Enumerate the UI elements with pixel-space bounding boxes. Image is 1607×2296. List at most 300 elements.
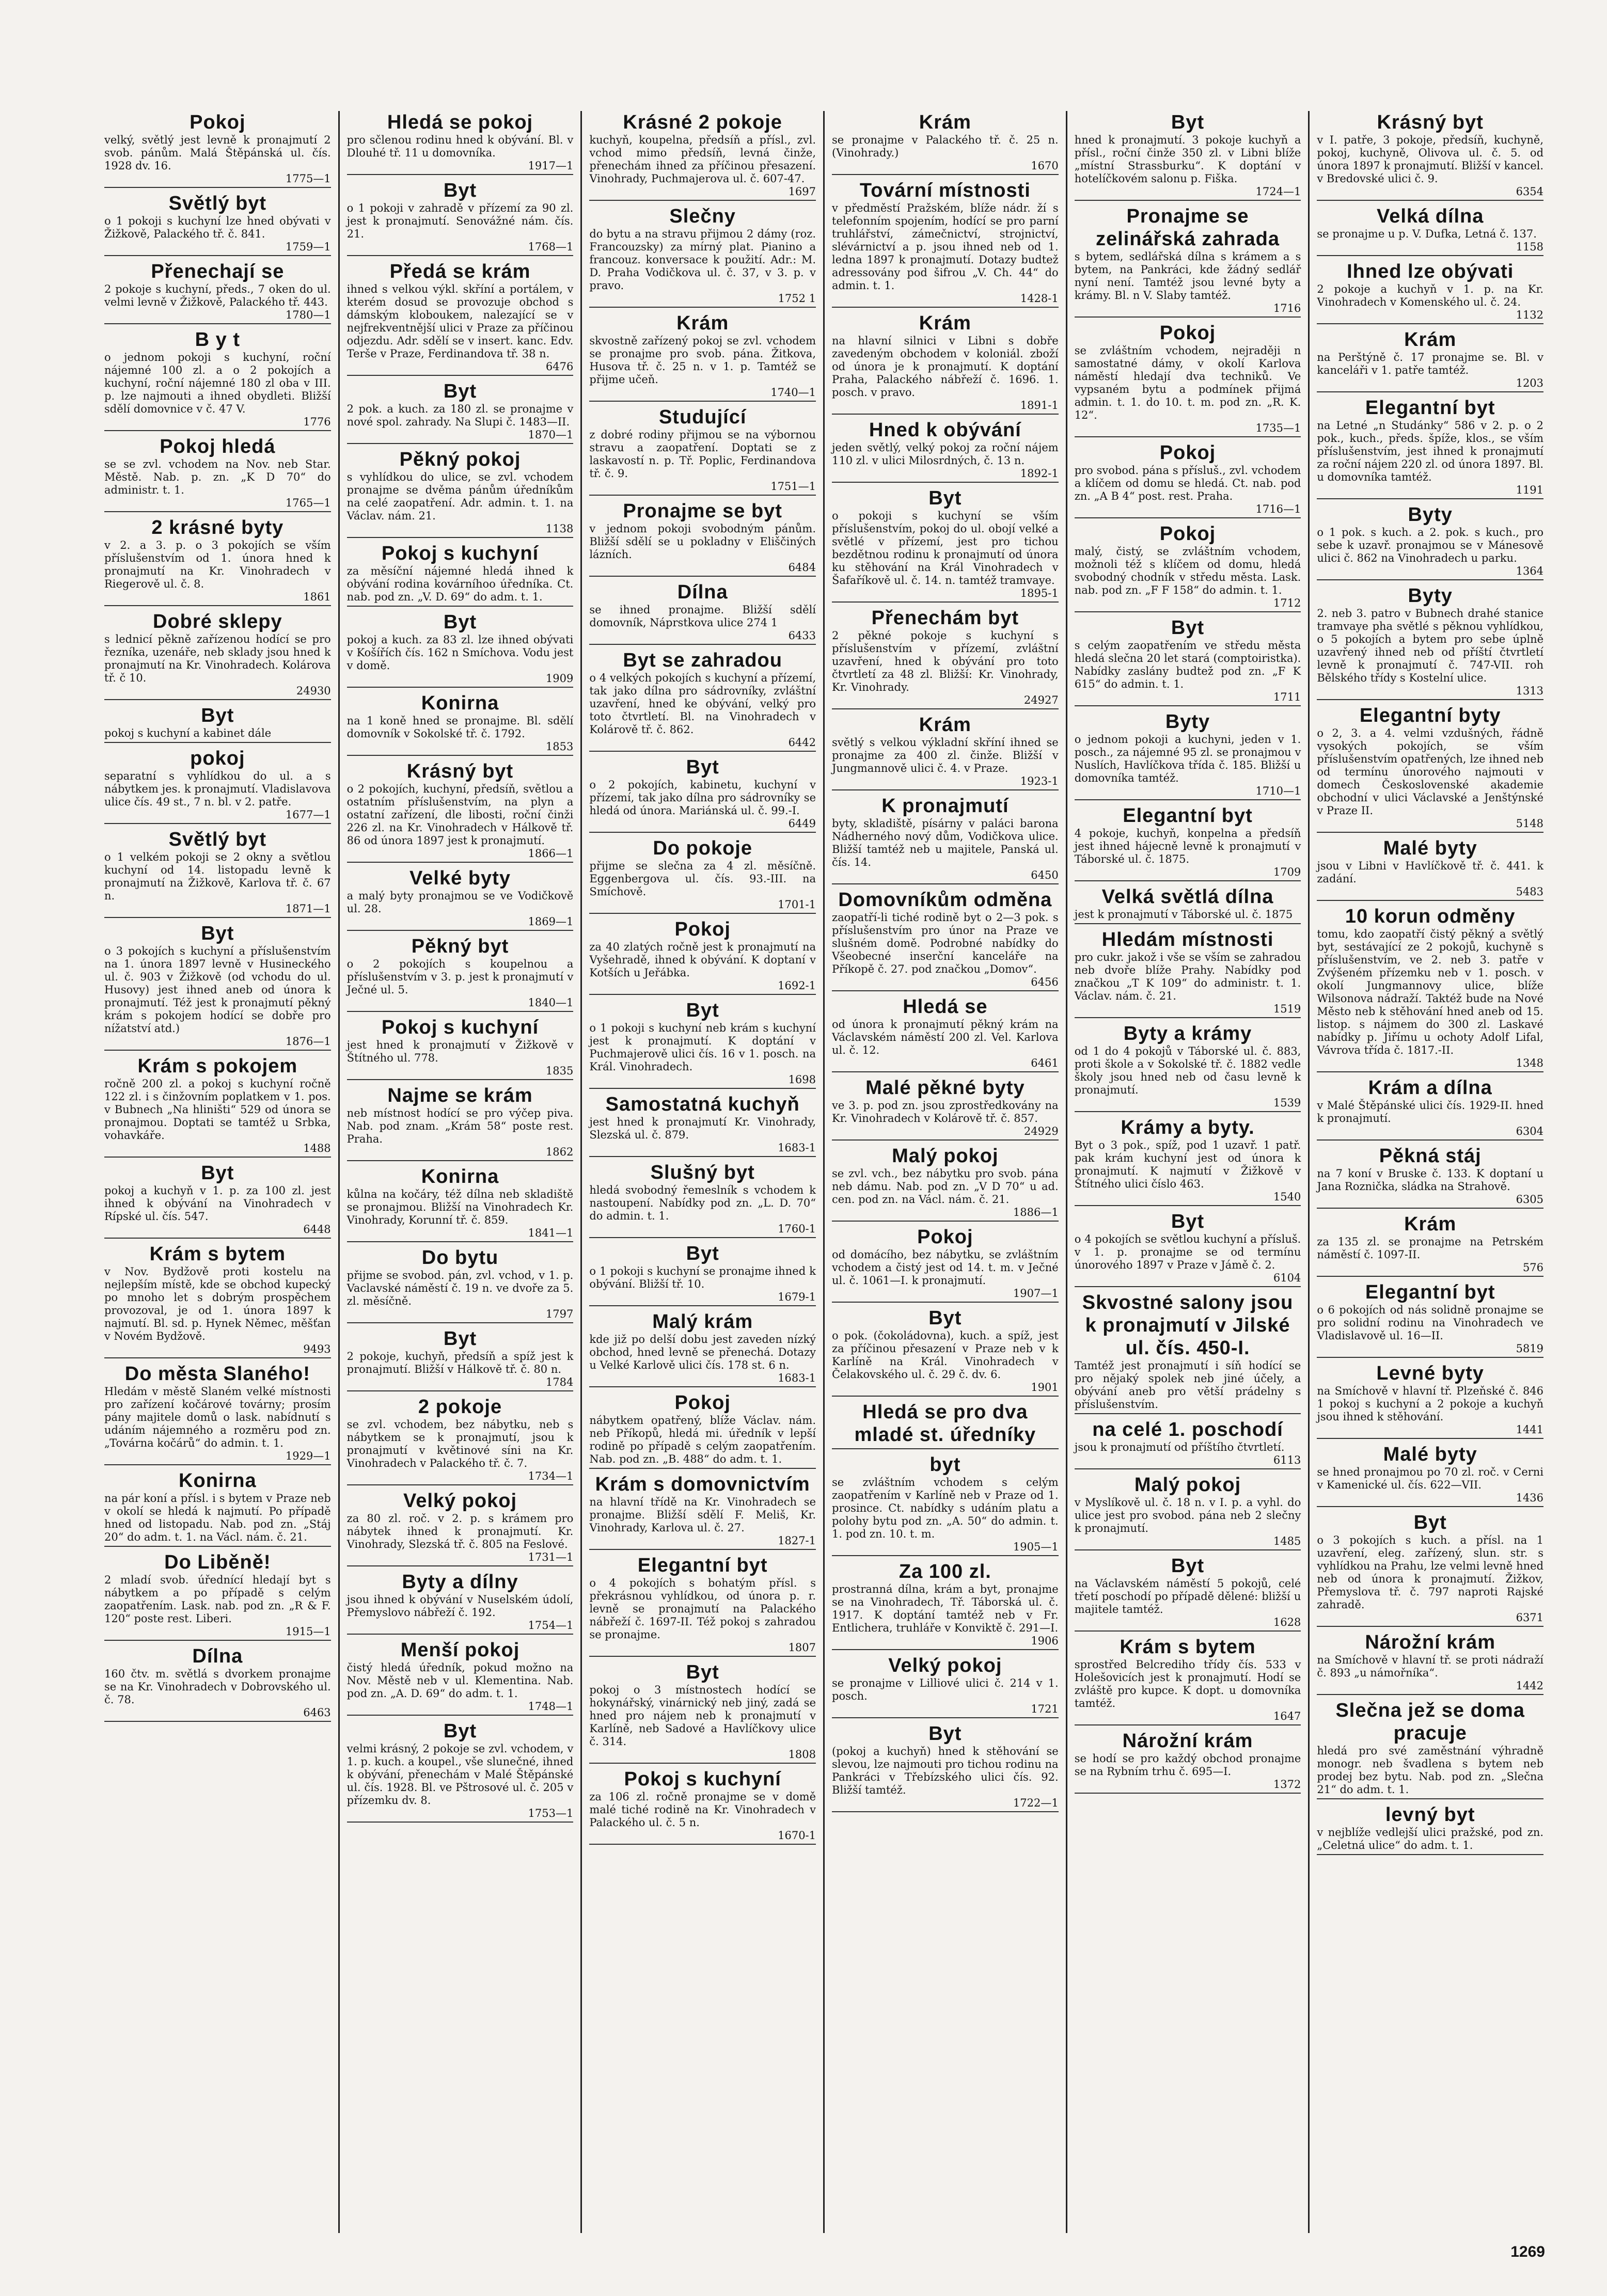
classified-ad	[347, 935, 574, 1012]
ad-title: Byt	[686, 1000, 719, 1021]
classified-ad	[1075, 322, 1301, 437]
ad-text: se hned pronajmou po 70 zl. roč. v Cerni v Kamenické ul. čís. 622—VII.	[1317, 1466, 1544, 1491]
classified-ad	[1075, 1116, 1301, 1206]
ad-code: 1780—1	[285, 309, 331, 321]
ad-code: 1929—1	[285, 1450, 331, 1462]
ad-title: Velká dílna	[1376, 205, 1484, 227]
classified-ad	[347, 1396, 574, 1485]
classified-ad	[1075, 441, 1301, 518]
ad-code: 1519	[1273, 1003, 1301, 1015]
ad-code: 1436	[1516, 1492, 1544, 1504]
ad-code: 1891-1	[1020, 399, 1059, 411]
ad-title: Tovární místnosti	[859, 180, 1031, 201]
ad-text: o 1 pokoji v zahradě v přízemí za 90 zl. jest k pronajmutí. Senovážné nám. čís. 21.	[346, 202, 574, 240]
ad-divider	[347, 687, 574, 688]
ad-title: B y t	[195, 329, 241, 351]
ad-code: 1760-1	[778, 1223, 816, 1235]
ad-title: Byty	[1165, 711, 1210, 733]
ad-divider	[1317, 579, 1543, 580]
ad-divider	[347, 174, 574, 175]
ad-divider	[832, 601, 1059, 603]
classified-ad	[104, 516, 331, 606]
ad-title: Byty a krámy	[1123, 1023, 1252, 1044]
ad-text: o 4 pokojích se světlou kuchyní a přísluš. v 1. p. pronajme se od termínu únorového 1897 v Praze v Jámě č. 2.	[1074, 1233, 1301, 1271]
ad-divider	[832, 414, 1059, 415]
ad-code: 1721	[1031, 1703, 1059, 1715]
classified-ad	[832, 1307, 1059, 1397]
ad-text: o 1 pokoji s kuchyní neb krám s kuchyní jest k pronajmutí. K doptání v Puchmajerově ulici čís. 16 v 1. posch. na Král. Vinohradech.	[589, 1022, 816, 1073]
classified-ad	[1075, 710, 1301, 800]
ad-divider	[832, 482, 1059, 483]
ad-code: 1313	[1516, 685, 1544, 697]
ad-divider	[1317, 1506, 1543, 1507]
ad-text: o 2 pokojích s koupelnou a příslušenstvím v 3. p. jest k pronajmutí v Ječné ul. 5.	[346, 958, 574, 996]
ad-divider	[832, 307, 1059, 308]
ad-divider	[104, 511, 331, 512]
ad-text: 2 pěkné pokoje s kuchyní s příslušenstvím v přízemí, zvláštní uzavření, hned k obývání pro toto čtvrtletí za 48 zl. Bližší: Kr. Vinohrady, Kr. Vinohrady.	[832, 629, 1059, 693]
ad-divider	[347, 1241, 574, 1242]
classified-ad	[832, 1654, 1059, 1718]
ad-title: Pokoj s kuchyní	[624, 1768, 781, 1790]
ad-text: v Malé Štěpánské ulici čís. 1929-II. hned k pronajmutí.	[1317, 1099, 1544, 1125]
classified-ad	[1075, 804, 1301, 881]
ad-title: Krásné 2 pokoje	[623, 112, 782, 133]
ad-divider	[832, 1717, 1059, 1718]
classified-ad	[347, 1016, 574, 1080]
classified-ad	[832, 179, 1059, 308]
ad-text: o 3 pokojích s kuch. a přísl. na 1 uzavření, eleg. zařízený, slun. str. s vyhlídkou na Prahu, lze velmi levně hned neb od února k pronajmutí. Žižkov, Přemyslova tř. č. 797 naproti Rajské zahradě.	[1317, 1534, 1544, 1611]
ad-text: hned k pronajmutí. 3 pokoje kuchyň a přísl., roční činže 350 zl. v Libni blíže „místní Strassburku“. K doptání v hotelíčkovém salonu p. Fiška.	[1074, 134, 1301, 185]
ad-text: Tamtéž jest pronajmutí i síň hodící se pro nějaký spolek neb jiné účely, a obývání aneb pro větší prádelny s příslušenstvím.	[1074, 1359, 1301, 1411]
ad-text: o 4 pokojích s bohatým přísl. s překrásnou vyhlídkou, od února p. r. levně se pronajmutí na Palackého nábřeží č. 1697-II. Též pokoj s zahradou se pronajme.	[589, 1577, 816, 1641]
ad-code: 1677—1	[285, 809, 331, 821]
ad-code: 1768—1	[528, 241, 574, 253]
ad-divider	[104, 1050, 331, 1051]
ad-text: o 1 pok. s kuch. a 2. pok. s kuch., pro sebe k uzavř. pronajmou se v Mánesově ulici č. 862 na Vinohradech u parku.	[1317, 526, 1544, 564]
ad-title: Pronajme se zelinářská zahrada	[1096, 205, 1280, 250]
ad-code: 1901	[1031, 1381, 1059, 1394]
ad-title: Elegantní byty	[1359, 705, 1501, 726]
ad-code: 1775—1	[285, 172, 331, 185]
classified-ad	[347, 1327, 574, 1391]
ad-divider	[104, 605, 331, 606]
ad-code: 1840—1	[528, 996, 574, 1009]
ad-title: Samostatná kuchyň	[605, 1094, 800, 1115]
ad-code: 1827-1	[778, 1534, 816, 1547]
ad-code: 1540	[1273, 1191, 1301, 1203]
ad-code: 6371	[1516, 1611, 1544, 1624]
ad-code: 6304	[1516, 1125, 1544, 1137]
classified-ad	[347, 260, 574, 376]
ad-text: o pok. (čokoládovna), kuch. a spíž, jest za příčinou přesazení v Praze neb v k Karlíně na Král. Vinohradech v Čelakovského ul. č. 29 č. dv. 6.	[832, 1329, 1059, 1381]
ad-divider	[104, 187, 331, 188]
ad-text: za 106 zl. ročně pronajme se v domě malé tiché rodině na Kr. Vinohradech v Palackého ul. č. 5 n.	[589, 1791, 816, 1829]
classified-ad	[1317, 1362, 1543, 1439]
ad-title: Byty a dílny	[402, 1571, 518, 1593]
ad-divider	[1075, 1468, 1301, 1469]
ad-title: Pěkný byt	[411, 936, 509, 957]
ad-title: Do bytu	[421, 1247, 499, 1269]
ad-title: Menší pokoj	[400, 1639, 520, 1661]
ad-text: v nejblíže vedlejší ulici pražské, pod zn. „Celetná ulice“ do adm. t. 1.	[1317, 1826, 1544, 1851]
ad-text: o jednom pokoji a kuchyni, jeden v 1. posch., za nájemné 95 zl. se pronajmou v Nuslích, Havlíčkova třída č. 185. Bližší u domovníka tamtéž.	[1074, 733, 1301, 784]
ad-text: v I. patře, 3 pokoje, předsíň, kuchyně, pokoj, kuchyně, Olivova ul. č. 5. od února 1897 k pronajmutí. Bližší v kancel. v Bredovské ulici č. 9.	[1317, 134, 1544, 185]
ad-code: 1488	[303, 1142, 331, 1154]
ad-divider	[1075, 705, 1301, 706]
ad-code: 5819	[1516, 1342, 1544, 1355]
ad-text: o 1 pokoji s kuchyní se pronajme ihned k obývání. Bližší tř. 10.	[589, 1265, 816, 1290]
ad-title: Přenechají se	[151, 261, 285, 282]
ad-code: 1697	[788, 185, 816, 198]
ad-text: v Myslíkově ul. č. 18 n. v I. p. a vyhl. do ulice jest pro svobod. pána neb 2 slečny k pronajmutí.	[1074, 1496, 1301, 1534]
ad-title: Skvostné salony jsou k pronajmutí v Jilské ul. čís. 450-I.	[1082, 1292, 1294, 1359]
ad-title: Byt	[928, 487, 962, 509]
ad-divider	[104, 430, 331, 431]
classified-ad	[1075, 1474, 1301, 1550]
ad-code: 6476	[545, 360, 574, 373]
ad-text: Hledám v městě Slaném velké místnosti pro zařízení kočárové továrny; prosím pány majitele domů o lask. nabídnutí s udáním nájemného a rozměru pod zn. „Továrna kočárů“ do admin. t. 1.	[104, 1385, 331, 1449]
classified-ad	[1317, 205, 1543, 256]
ad-text: jeden světlý, velký pokoj za roční nájem 110 zl. v ulici Milosrdných, č. 13 n.	[832, 441, 1059, 467]
ad-code: 1866—1	[528, 847, 574, 860]
ad-title: levný byt	[1385, 1804, 1475, 1826]
ad-title: Krám	[1404, 329, 1457, 351]
classified-ad	[1075, 1210, 1301, 1287]
ad-text: sprostřed Belcrediho třídy čís. 533 v Holešovicích jest k pronajmutí. Hodí se zvláště pro kupce. K dopt. u domovníka tamtéž.	[1074, 1658, 1301, 1709]
ad-text: 2 pok. a kuch. za 180 zl. se pronajme v nové spol. zahrady. Na Slupi č. 1483—II.	[346, 403, 574, 428]
ad-text: malý, čistý, se zvláštním vchodem, možnoli též s klíčem od domu, hledá svobodný chodník v středu města. Lask. nab. pod zn. „F F 158“ do admin. t. 1.	[1074, 545, 1301, 596]
ad-title: Za 100 zl.	[899, 1561, 991, 1582]
ad-title: Byt	[1171, 112, 1205, 133]
ad-divider	[347, 755, 574, 756]
ad-code: 1853	[545, 740, 574, 753]
ad-divider	[347, 1634, 574, 1635]
ad-divider	[347, 1322, 574, 1323]
ad-divider	[832, 174, 1059, 175]
ad-code: 1906	[1031, 1635, 1059, 1647]
ad-code: 6354	[1516, 185, 1544, 198]
ad-text: na Smíchově v hlavní tř. se proti nádraží č. 893 „u námořníka“.	[1317, 1654, 1544, 1679]
ad-divider	[347, 255, 574, 256]
ad-title: Krám	[919, 714, 971, 736]
classified-ad	[1075, 1022, 1301, 1112]
ad-text: v předměstí Pražském, blíže nádr. ží s telefonním spojením, hodící se pro parní truhlářství, zámečnictví, strojnictví, slévárnictví a p. jsou ihned neb od 1. ledna 1897 k pronajmutí. Dotazy budtež adressovány pod šifrou „V. Ch. 44“ do admin. t. 1.	[832, 202, 1059, 292]
ad-divider	[832, 1396, 1059, 1397]
ad-divider	[589, 576, 816, 577]
ad-divider	[832, 1221, 1059, 1222]
ad-title: Malý pokoj	[892, 1145, 999, 1167]
classified-ad	[1317, 905, 1543, 1072]
ad-title: Levné byty	[1376, 1363, 1484, 1384]
ad-code: 6450	[1031, 869, 1059, 881]
ad-text: za 80 zl. roč. v 2. p. s krámem pro nábytek ihned k pronajmutí. Kr. Vinohrady, Slezská tř. č. 805 na Feslové.	[346, 1512, 574, 1550]
ad-text: jsou k pronajmutí od příštího čtvrtletí.	[1074, 1441, 1285, 1453]
classified-ad	[589, 756, 816, 833]
ad-title: Pokoj	[917, 1226, 973, 1248]
ad-code: 1841—1	[528, 1227, 574, 1239]
classified-ad	[589, 918, 816, 995]
classified-ad	[832, 607, 1059, 709]
classified-ad	[347, 1084, 574, 1161]
ad-code: 1740—1	[770, 386, 816, 399]
ad-title: 2 pokoje	[418, 1396, 502, 1418]
ad-text: v 2. a 3. p. o 3 pokojích se vším příslušenstvím od 1. února hned k pronajmutí na Kr. Vinohradech v Riegerově ul. č. 8.	[104, 539, 331, 590]
ad-code: 1923-1	[1020, 775, 1059, 787]
ad-code: 1158	[1516, 241, 1544, 253]
ad-divider	[589, 644, 816, 645]
ad-text: pokoj a kuch. za 83 zl. lze ihned obývati v Košířích čís. 162 n Smíchova. Vodu jest v domě.	[346, 634, 574, 672]
ad-text: pokoj o 3 místnostech hodící se hokynářský, vinárnický neb jiný, zadá se hned pro nájem neb k pronajmutí v Karlíně, neb Sadové a Havlíčkovy ulice č. 314.	[589, 1684, 816, 1748]
ad-divider	[104, 323, 331, 324]
ad-title: Byt	[928, 1723, 962, 1745]
ad-divider	[104, 1546, 331, 1547]
ad-text: pokoj a kuchyň v 1. p. za 100 zl. jest ihned k obývání na Vinohradech v Rípské ul. čís. 547.	[104, 1184, 331, 1223]
ad-title: Byt	[201, 923, 234, 944]
classified-ad	[1317, 1213, 1543, 1277]
classified-ad	[832, 795, 1059, 884]
classified-ad	[1075, 885, 1301, 924]
ad-code: 6463	[303, 1706, 331, 1719]
ad-text: se zvl. vchodem, bez nábytku, neb s nábytkem se k pronajmutí, jsou k pronajmutí v květinové síni na Kr. Vinohradech v Palackého tř. č. 7.	[346, 1418, 574, 1469]
ad-title: Krám s bytem	[149, 1243, 286, 1265]
ad-title: Světlý byt	[168, 829, 267, 850]
ad-text: za 135 zl. se pronajme na Petrském náměstí č. 1097-II.	[1317, 1236, 1544, 1261]
ad-code: 1710—1	[1255, 785, 1301, 797]
ad-divider	[832, 708, 1059, 709]
ad-divider	[1317, 832, 1543, 833]
ad-text: od domácího, bez nábytku, se zvláštním vchodem a čistý jest od 14. t. m. v Ječné ul. č. 1061—I. k pronajmutí.	[832, 1248, 1059, 1287]
classified-ad	[347, 1490, 574, 1566]
ad-divider	[589, 401, 816, 402]
ad-code: 1724—1	[1255, 185, 1301, 198]
ad-text: přijme se svobod. pán, zvl. vchod, v 1. p. Vaclavské náměstí č. 19 n. ve dvoře za 5. zl. měsíčně.	[346, 1269, 574, 1307]
classified-ad	[1317, 328, 1543, 392]
ad-divider	[104, 1721, 331, 1722]
ad-code: 6484	[788, 561, 816, 574]
ad-divider	[1317, 1438, 1543, 1439]
ad-text: jest hned k pronajmutí v Žižkově v Štítného ul. 778.	[346, 1039, 574, 1064]
ad-code: 1886—1	[1013, 1206, 1059, 1218]
ad-divider	[1317, 1626, 1543, 1627]
ad-title: Konirna	[179, 1470, 257, 1492]
ad-text: se zvláštním vchodem, nejraději n samostatné dámy, v okolí Karlova náměstí hledají dva techniků. Ve vypsaném bytu a podmínek přijmá admin. t. 1. do 10. t. m. pod zn. „R. K. 12“.	[1074, 344, 1301, 421]
ad-code: 1203	[1516, 377, 1544, 389]
ad-text: o 4 velkých pokojích s kuchyní a přízemí, tak jako dílna pro sádrovníky, zvláštní uzavření, hned ke obývání, velký pro toto čtvrtletí. Bl. na Vinohradech v Kolárově tř. č. 862.	[589, 672, 816, 736]
ad-text: hledá pro své zaměstnání výhradně monogr. neb švadlena s bytem neb prodej bez bytu. Nab. pod zn. „Slečna 21“ do adm. t. 1.	[1317, 1745, 1544, 1796]
ad-text: se ihned pronajme. Bližší sdělí domovník, Náprstkova ulice 274 1	[589, 604, 816, 629]
ad-text: velmi krásný, 2 pokoje se zvl. vchodem, v 1. p. kuch. a koupel., vše slunečné, ihned k obývání, přenechám v Malé Štěpánské ul. čís. 1928. Bl. ve Pštrosové ul. č. 205 v přízemku dv. 8.	[346, 1743, 574, 1807]
classified-ad	[589, 1161, 816, 1238]
ad-divider	[589, 1468, 816, 1469]
ad-code: 1759—1	[285, 241, 331, 253]
ad-text: 2 pokoje s kuchyní, předs., 7 oken do ul. velmi levně v Žižkově, Palackého tř. 443.	[104, 283, 331, 308]
ad-text: (pokoj a kuchyň) hned k stěhování se slevou, lze najmouti pro tichou rodinu na Pankráci v Třebízského ulici čís. 92. Bližší tamtéž.	[832, 1745, 1059, 1796]
ad-text: v Nov. Bydžově proti kostelu na nejlepším místě, kde se obchod kupecký po mnoho let s dobrým prospěchem provozoval, je od 1. února 1897 k najmutí. Bl. sd. p. Hynek Němec, měšťan v Novém Bydžově.	[104, 1265, 331, 1342]
classified-ad	[589, 312, 816, 402]
ad-text: do bytu a na stravu přijmou 2 dámy (roz. Francouzsky) za mírný plat. Pianino a francouz. konversace k použití. Adr.: M. D. Praha Vodičkova ul. č. 37, v 3. p. v pravo.	[589, 228, 816, 292]
classified-ad	[347, 542, 574, 607]
ad-code: 1915—1	[285, 1625, 331, 1638]
ad-text: a malý byty pronajmou se ve Vodičkově ul. 28.	[346, 890, 574, 915]
ad-title: Malý krám	[652, 1311, 753, 1333]
ad-text: pro svobod. pána s přísluš., zvl. vchodem a klíčem od domu se hledá. Ct. nab. pod zn. „A B 4“ post. rest. Praha.	[1074, 464, 1301, 502]
ad-title: Dobré sklepy	[153, 611, 282, 632]
ad-text: na Letné „n Studánky“ 586 v 2. p. o 2 pok., kuch., předs. špíže, klos., se vším příslušenstvím, jest ihned k pronajmutí za roční nájem 220 zl. od února 1897. Bl. u domovníka tamtéž.	[1317, 419, 1544, 483]
ad-title: Byt	[443, 1328, 477, 1350]
ad-title: Ihned lze obývati	[1347, 261, 1514, 282]
ad-title: Velký pokoj	[403, 1490, 517, 1512]
classified-ad	[347, 1720, 574, 1823]
classified-ad	[1317, 260, 1543, 324]
ad-code: 1765—1	[285, 497, 331, 509]
classified-ad	[104, 747, 331, 824]
ad-code: 1876—1	[285, 1035, 331, 1048]
ad-text: se pronajme v Lilliové ulici č. 214 v 1. posch.	[832, 1677, 1059, 1702]
classified-ad	[589, 111, 816, 201]
ad-text: 2 mladí svob. úřednící hledají byt s nábytkem a po případě s celým zaopatřením. Lask. nab. pod zn. „R & F. 120“ poste rest. Liberi.	[104, 1574, 331, 1625]
ad-text: jsou ihned k obývání v Nuselském údolí, Přemyslovo nábřeží č. 192.	[346, 1593, 574, 1619]
classified-ad	[589, 1768, 816, 1845]
ad-text: neb místnost hodící se pro výčep piva. Nab. pod znam. „Krám 58“ poste rest. Praha.	[346, 1107, 574, 1145]
classified-ad	[1075, 1555, 1301, 1632]
ad-code: 576	[1522, 1261, 1544, 1274]
ad-code: 6104	[1273, 1272, 1301, 1284]
classified-ad	[589, 1391, 816, 1469]
ad-divider	[589, 1305, 816, 1306]
ad-title: Malý pokoj	[1134, 1474, 1241, 1496]
ad-text: s vyhlídkou do ulice, se zvl. vchodem pronajme se dvěma pánům úředníkům na celé zaopatření. Adr. admin. t. 1. na Václav. nám. 21.	[346, 471, 574, 522]
classified-ad	[347, 1571, 574, 1635]
ad-title: Krám	[1404, 1213, 1457, 1235]
ad-code: 1807	[788, 1641, 816, 1654]
ad-divider	[832, 1649, 1059, 1650]
ad-divider	[1317, 699, 1543, 700]
ad-title: Byt	[686, 756, 719, 778]
ad-code: 1132	[1516, 309, 1544, 321]
ad-code: 1776	[303, 416, 331, 428]
classified-ad	[589, 406, 816, 496]
ad-title: Byt	[928, 1307, 962, 1329]
ad-title: Nárožní krám	[1365, 1632, 1496, 1653]
ad-title: Malé pěkné byty	[865, 1077, 1025, 1099]
classified-ad	[1317, 584, 1543, 700]
ad-title: Byt	[686, 1243, 719, 1264]
ad-code: 1670-1	[778, 1829, 816, 1842]
ad-divider	[1317, 1071, 1543, 1072]
ad-text: se hodí se pro každý obchod pronajme se na Rybním trhu č. 695—I.	[1074, 1752, 1301, 1778]
classified-ad	[1317, 1511, 1543, 1627]
classified-ad	[832, 487, 1059, 603]
ad-text: v jednom pokoji svobodným pánům. Bližší sdělí se u pokladny v Eliščiných lázních.	[589, 522, 816, 561]
classified-ad	[832, 1453, 1059, 1556]
ad-code: 1905—1	[1013, 1541, 1059, 1553]
ad-divider	[104, 1238, 331, 1239]
ad-divider	[832, 1139, 1059, 1141]
ad-code: 1683-1	[778, 1372, 816, 1384]
ad-code: 24929	[1023, 1125, 1059, 1137]
classified-ad	[832, 111, 1059, 175]
ad-code: 1917—1	[528, 160, 574, 172]
ad-code: 1751—1	[770, 480, 816, 493]
ad-title: Krám s pokojem	[137, 1055, 298, 1077]
classified-ad	[832, 995, 1059, 1072]
ad-divider	[1075, 880, 1301, 881]
ad-code: 1709	[1273, 866, 1301, 878]
classified-ad	[589, 1242, 816, 1306]
ad-divider	[832, 1555, 1059, 1556]
ad-title: Do Liběně!	[164, 1551, 271, 1573]
ad-text: s bytem, sedlářská dílna s krámem a s bytem, na Pankráci, kde žádný sedlář nyní není. Tamtéž jsou levné byty a krámy. Bl. n V. Slaby tamtéž.	[1074, 250, 1301, 302]
ad-code: 24927	[1023, 694, 1059, 706]
ad-code: 1683-1	[778, 1142, 816, 1154]
ad-title: Konirna	[421, 1166, 499, 1187]
classified-ad	[832, 1560, 1059, 1650]
ad-title: Malé byty	[1383, 837, 1477, 859]
classified-ad	[832, 889, 1059, 991]
ad-title: Pokoj	[674, 919, 731, 940]
ad-code: 6456	[1031, 976, 1059, 988]
classified-ad	[589, 1310, 816, 1387]
ad-title: Pokoj s kuchyní	[381, 1017, 539, 1038]
ad-divider	[104, 1157, 331, 1158]
ad-divider	[347, 1822, 574, 1823]
ad-code: 1909	[545, 672, 574, 685]
classified-ad	[104, 111, 331, 188]
ad-title: Konirna	[421, 692, 499, 714]
ad-text: ihned s velkou výkl. skříní a portálem, v kterém dosud se provozuje obchod s dámským kloboukem, nalezající se v nejfrekventnější ulici v Praze za příčinou odjezdu. Adr. sdělí se v insert. kanc. Edv. Terše v Praze, Ferdinandova tř. 38 n.	[346, 283, 574, 360]
classified-ad	[1317, 1281, 1543, 1358]
classified-ad	[347, 760, 574, 863]
classified-ad	[1317, 704, 1543, 833]
ad-title: Krám	[919, 112, 971, 133]
ad-text: na hlavní třídě na Kr. Vinohradech se pronajme. Bližší sdělí F. Meliš, Kr. Vinohrady, Karlova ul. č. 27.	[589, 1496, 816, 1534]
ad-text: pokoj s kuchyní a kabinet dále	[104, 727, 272, 739]
ad-text: ročně 200 zl. a pokoj s kuchyní ročně 122 zl. i s činžovním poplatkem v 1. pos. v Bubnech „Na hliništi“ 529 od února se pronajmou. Doptati se tamtéž u Srbka, vohavkáře.	[104, 1078, 331, 1142]
ad-divider	[1075, 799, 1301, 800]
ad-title: Pokoj	[190, 112, 246, 133]
ad-divider	[347, 1484, 574, 1485]
ad-text: se zvl. vch., bez nábytku pro svob. pána neb dámu. Nab. pod zn. „V D 70“ u ad. cen. pod zn. na Václ. nám. č. 21.	[832, 1167, 1059, 1206]
ad-code: 1892-1	[1020, 467, 1059, 480]
ad-code: 1670	[1031, 160, 1059, 172]
column-6	[1308, 111, 1551, 2233]
classified-ad	[1075, 1636, 1301, 1725]
classified-ad	[1317, 1699, 1543, 1799]
ad-code: 1870—1	[528, 429, 574, 441]
ad-divider	[832, 1071, 1059, 1072]
ad-code: 1348	[1516, 1057, 1544, 1069]
classified-ad	[589, 1473, 816, 1550]
ad-title: Domovníkům odměna	[838, 889, 1052, 911]
ad-code: 1731—1	[528, 1551, 574, 1563]
ad-code: 6448	[303, 1223, 331, 1236]
ad-divider	[347, 375, 574, 376]
classified-ad	[1075, 1730, 1301, 1794]
ad-text: o 2 pokojích, kabinetu, kuchyní v přízemí, tak jako dílna pro sádrovníky se hledá od února. Mariánská ul. č. 99.-I.	[589, 779, 816, 817]
ad-code: 1428-1	[1020, 292, 1059, 305]
ad-code: 1752 1	[778, 292, 816, 305]
ad-divider	[1317, 1208, 1543, 1209]
classified-ad	[1317, 111, 1543, 201]
ad-divider	[1075, 1724, 1301, 1725]
ad-title: Slušný byt	[650, 1162, 755, 1183]
classified-ad	[104, 828, 331, 918]
ad-title: Elegantní byt	[1365, 1281, 1495, 1303]
ad-divider	[589, 1156, 816, 1157]
classified-ad	[347, 1165, 574, 1242]
ad-title: Byt se zahradou	[623, 650, 782, 671]
ad-code: 6305	[1516, 1193, 1544, 1206]
